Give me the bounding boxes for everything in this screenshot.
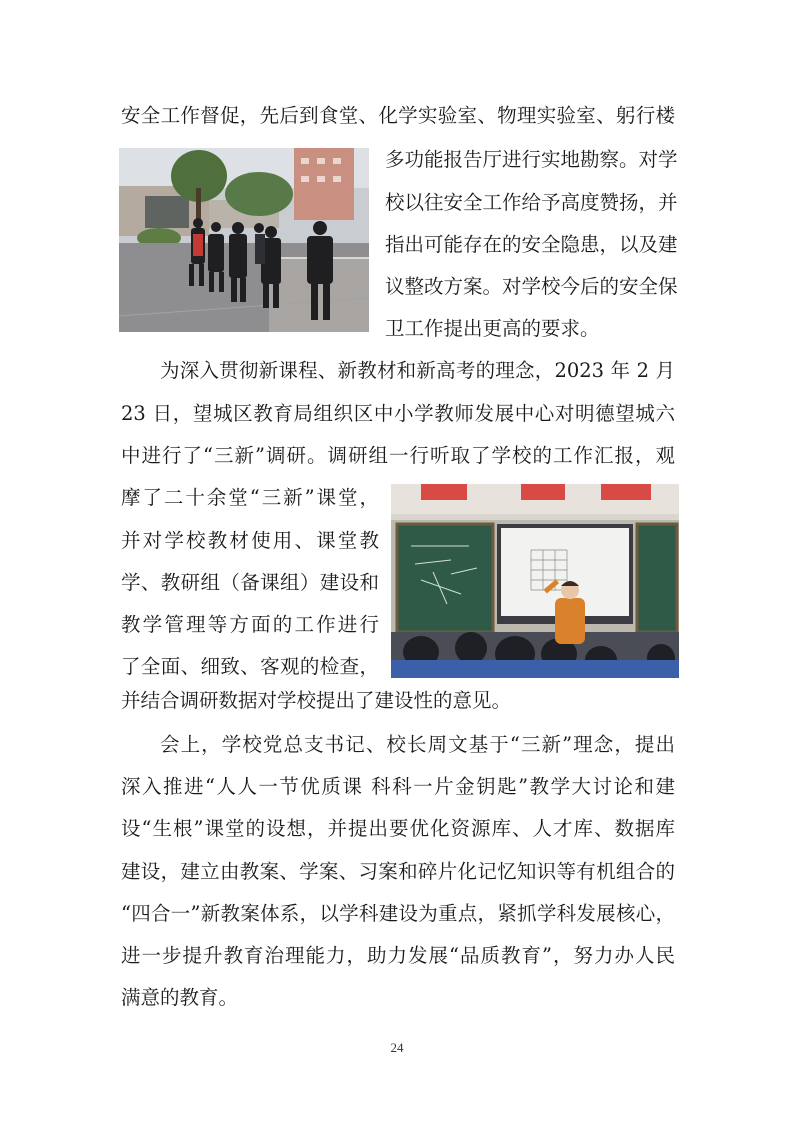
p2-line-9: 并结合调研数据对学校提出了建设性的意见。 xyxy=(121,689,512,712)
p2-line-1: 为深入贯彻新课程、新教材和新高考的理念，2023 年 2 月 xyxy=(160,359,675,382)
page-number: 24 xyxy=(390,1040,404,1055)
classroom-lesson-photo xyxy=(391,484,679,678)
inspection-walk-photo xyxy=(119,148,369,332)
p3-line-5: “四合一”新教案体系，以学科建设为重点，紧抓学科发展核心， xyxy=(121,902,675,925)
p1-line-6: 卫工作提出更高的要求。 xyxy=(385,317,600,340)
p1-line-2: 多功能报告厅进行实地勘察。对学 xyxy=(385,148,678,171)
p2-line-5: 并对学校教材使用、课堂教 xyxy=(121,529,379,552)
p3-line-1: 会上，学校党总支书记、校长周文基于“三新”理念，提出 xyxy=(160,733,675,756)
p2-line-2: 23 日，望城区教育局组织区中小学教师发展中心对明德望城六 xyxy=(121,402,675,425)
p3-line-4: 建设，建立由教案、学案、习案和碎片化记忆知识等有机组合的 xyxy=(121,860,675,883)
p3-line-7: 满意的教育。 xyxy=(121,986,239,1009)
p2-line-7: 教学管理等方面的工作进行 xyxy=(121,613,379,636)
p3-line-3: 设“生根”课堂的设想，并提出要优化资源库、人才库、数据库 xyxy=(121,817,675,840)
p2-line-4: 摩了二十余堂“三新”课堂， xyxy=(121,486,379,509)
p3-line-2: 深入推进“人人一节优质课 科科一片金钥匙”教学大讨论和建 xyxy=(121,775,675,798)
p2-line-3: 中进行了“三新”调研。调研组一行听取了学校的工作汇报，观 xyxy=(121,444,675,467)
p1-line-1: 安全工作督促，先后到食堂、化学实验室、物理实验室、躬行楼 xyxy=(121,104,675,127)
p3-line-6: 进一步提升教育治理能力，助力发展“品质教育”，努力办人民 xyxy=(121,944,675,967)
p2-line-8: 了全面、细致、客观的检查， xyxy=(121,655,379,678)
p2-line-6: 学、教研组（备课组）建设和 xyxy=(121,571,379,594)
p1-line-5: 议整改方案。对学校今后的安全保 xyxy=(385,275,678,298)
p1-line-3: 校以往安全工作给予高度赞扬，并 xyxy=(385,191,678,214)
p1-line-4: 指出可能存在的安全隐患，以及建 xyxy=(385,233,678,256)
